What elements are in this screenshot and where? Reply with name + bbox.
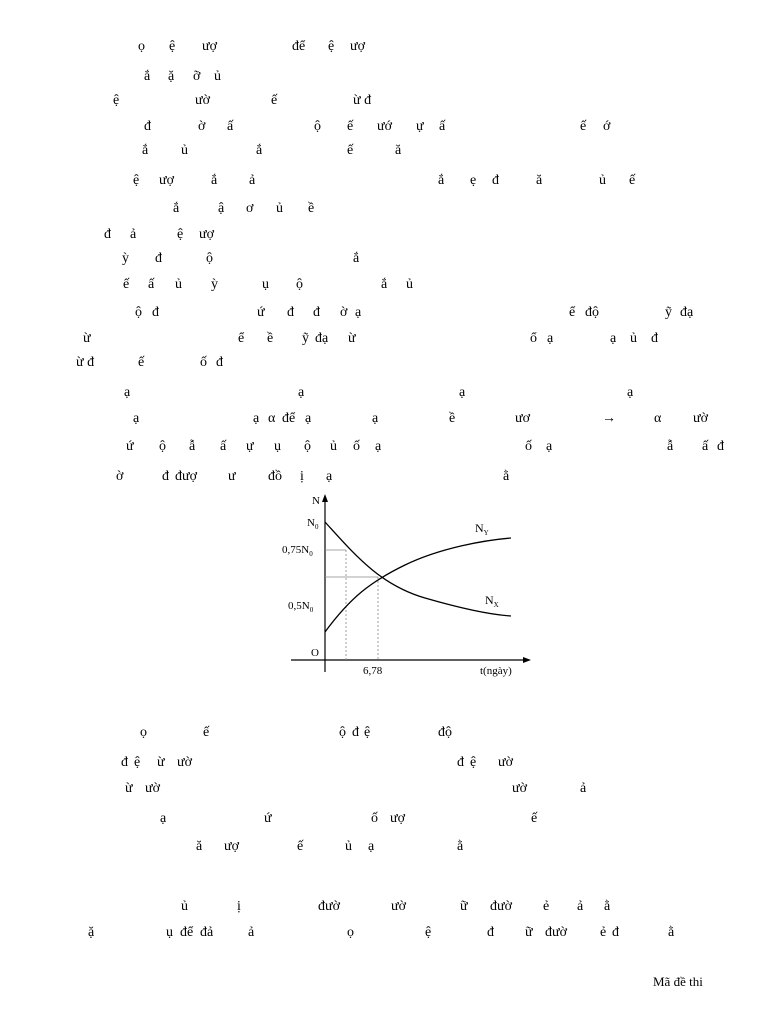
- glyph: ữ: [525, 925, 533, 940]
- glyph: ệ: [134, 755, 141, 770]
- glyph: đ: [352, 725, 359, 740]
- glyph: ạ: [368, 839, 375, 854]
- glyph: ế: [138, 355, 145, 370]
- glyph: ứ: [257, 305, 265, 320]
- glyph: ọ: [347, 925, 354, 940]
- glyph: ữ: [460, 899, 468, 914]
- glyph: ớ: [603, 119, 611, 134]
- glyph: ừ đ: [76, 355, 95, 370]
- glyph: ượ: [224, 839, 239, 854]
- glyph: đườ: [545, 925, 567, 940]
- glyph: đ: [104, 227, 111, 242]
- glyph: đ: [717, 439, 724, 454]
- y-tick-n0: $N_0$: [307, 517, 319, 531]
- glyph: ộ: [135, 305, 142, 320]
- glyph: ă: [196, 839, 203, 854]
- glyph: ấ: [702, 439, 709, 454]
- glyph: ố: [525, 439, 532, 454]
- glyph: ơ: [246, 201, 254, 216]
- glyph: ạ: [326, 469, 333, 484]
- glyph: ể: [569, 305, 576, 320]
- glyph: ổ: [530, 331, 537, 346]
- glyph: ả: [580, 781, 587, 796]
- glyph: ẫ: [189, 439, 196, 454]
- glyph: ủ: [330, 439, 337, 454]
- glyph: ạ: [375, 439, 382, 454]
- glyph: ă: [395, 143, 402, 158]
- text-line: [0, 780, 768, 800]
- glyph: ể: [238, 331, 245, 346]
- glyph: ứ: [264, 811, 272, 826]
- text-line: [0, 304, 768, 324]
- text-line: [0, 68, 768, 88]
- glyph: ỳ: [211, 277, 218, 292]
- glyph: ề: [308, 201, 315, 216]
- text-line: [0, 38, 768, 58]
- glyph: ệ: [113, 93, 120, 108]
- glyph: ắ: [144, 69, 151, 84]
- glyph: ạ: [124, 385, 131, 400]
- text-line: [0, 438, 768, 458]
- glyph: ộ: [206, 251, 213, 266]
- glyph: ắ: [381, 277, 388, 292]
- glyph: ạ: [253, 411, 260, 426]
- glyph: ộ: [339, 725, 346, 740]
- text-line: [0, 330, 768, 350]
- glyph: ạ: [627, 385, 634, 400]
- y-tick-05n0: $0,5N_0$: [288, 600, 314, 614]
- text-line: [0, 810, 768, 830]
- glyph: ậ: [218, 201, 225, 216]
- glyph: ủ: [214, 69, 221, 84]
- text-line: [0, 250, 768, 270]
- glyph: đ: [162, 469, 169, 484]
- text-line: [0, 724, 768, 744]
- glyph: độ: [438, 725, 452, 740]
- glyph: đ: [492, 173, 499, 188]
- glyph: đườ: [490, 899, 512, 914]
- glyph: ờ: [198, 119, 206, 134]
- glyph: ắ: [353, 251, 360, 266]
- glyph: đ: [612, 925, 619, 940]
- glyph: ủ: [181, 899, 188, 914]
- glyph: ặ: [88, 925, 95, 940]
- glyph: đ: [216, 355, 223, 370]
- glyph: ừ đ: [353, 93, 372, 108]
- glyph: ấ: [439, 119, 446, 134]
- glyph: ườ: [145, 781, 160, 796]
- glyph: đ: [155, 251, 162, 266]
- glyph: ỳ: [122, 251, 129, 266]
- text-line: [0, 118, 768, 138]
- glyph: đ: [152, 305, 159, 320]
- glyph: ạ: [133, 411, 140, 426]
- glyph: ỡ: [193, 69, 201, 84]
- glyph: ọ: [138, 39, 145, 54]
- glyph: ằ: [457, 839, 464, 854]
- glyph: ờ: [116, 469, 124, 484]
- glyph: đượ: [175, 469, 197, 484]
- glyph: ờ: [340, 305, 348, 320]
- glyph: đ: [651, 331, 658, 346]
- glyph: đạ: [680, 305, 694, 320]
- glyph: ạ: [298, 385, 305, 400]
- glyph: ụ: [274, 439, 281, 454]
- glyph: ừ: [157, 755, 165, 770]
- glyph: đườ: [318, 899, 340, 914]
- glyph: ằ: [604, 899, 611, 914]
- glyph: ẹ: [470, 173, 477, 188]
- y-axis-label: N: [312, 495, 320, 507]
- glyph: ế: [347, 119, 354, 134]
- glyph: ẻ: [600, 925, 607, 940]
- glyph: ụ: [166, 925, 173, 940]
- text-line: [0, 468, 768, 488]
- glyph: ườ: [177, 755, 192, 770]
- glyph: ạ: [355, 305, 362, 320]
- glyph: ủ: [276, 201, 283, 216]
- glyph: ộ: [314, 119, 321, 134]
- glyph: đ: [121, 755, 128, 770]
- glyph: →: [602, 411, 616, 426]
- glyph: ườ: [512, 781, 527, 796]
- glyph: đả: [200, 925, 214, 940]
- glyph: để: [282, 411, 296, 426]
- glyph: ộ: [159, 439, 166, 454]
- origin-label: O: [311, 647, 319, 659]
- glyph: ặ: [168, 69, 175, 84]
- glyph: ố: [200, 355, 207, 370]
- glyph: ươ: [515, 411, 530, 426]
- glyph: ề: [449, 411, 456, 426]
- glyph: ỹ: [302, 331, 309, 346]
- exam-code-label: Mã đề thi: [653, 974, 703, 989]
- text-line: [0, 276, 768, 296]
- x-axis-label: t(ngày): [480, 665, 512, 677]
- glyph: ượ: [390, 811, 405, 826]
- glyph: ẫ: [667, 439, 674, 454]
- glyph: đ: [144, 119, 151, 134]
- glyph: ố: [353, 439, 360, 454]
- glyph: ấ: [220, 439, 227, 454]
- glyph: ượ: [350, 39, 365, 54]
- glyph: ệ: [169, 39, 176, 54]
- glyph: ị: [237, 899, 241, 914]
- glyph: ườ: [498, 755, 513, 770]
- glyph: ằ: [503, 469, 510, 484]
- glyph: ệ: [364, 725, 371, 740]
- glyph: ấ: [227, 119, 234, 134]
- text-line: [0, 838, 768, 858]
- glyph: ủ: [406, 277, 413, 292]
- text-line: [0, 754, 768, 774]
- text-line: [0, 172, 768, 192]
- glyph: đ: [313, 305, 320, 320]
- y-axis-arrow: [322, 494, 328, 502]
- glyph: ạ: [160, 811, 167, 826]
- glyph: ườ: [195, 93, 210, 108]
- glyph: ế: [271, 93, 278, 108]
- glyph: ư: [228, 469, 236, 484]
- glyph: ẻ: [543, 899, 550, 914]
- text-line: [0, 384, 768, 404]
- glyph: ế: [347, 143, 354, 158]
- glyph: để: [292, 39, 306, 54]
- glyph: ượ: [199, 227, 214, 242]
- glyph: ố: [371, 811, 378, 826]
- glyph: ế: [203, 725, 210, 740]
- decay-graph: [282, 490, 535, 680]
- glyph: ứ: [126, 439, 134, 454]
- glyph: α: [654, 411, 662, 426]
- glyph: ấ: [148, 277, 155, 292]
- text-line: [0, 142, 768, 162]
- glyph: ạ: [610, 331, 617, 346]
- glyph: ủ: [175, 277, 182, 292]
- glyph: ề: [267, 331, 274, 346]
- glyph: ệ: [425, 925, 432, 940]
- glyph: ộ: [304, 439, 311, 454]
- text-line: [0, 92, 768, 112]
- glyph: để: [180, 925, 194, 940]
- glyph: ằ: [668, 925, 675, 940]
- glyph: ắ: [142, 143, 149, 158]
- glyph: ừ: [348, 331, 356, 346]
- glyph: đ: [457, 755, 464, 770]
- glyph: ạ: [547, 331, 554, 346]
- glyph: ế: [531, 811, 538, 826]
- glyph: ượ: [202, 39, 217, 54]
- curve-label-ny: $N_Y$: [475, 521, 489, 537]
- text-line: [0, 924, 768, 944]
- glyph: ủ: [599, 173, 606, 188]
- glyph: ế: [629, 173, 636, 188]
- x-tick-678: 6,78: [363, 665, 383, 677]
- glyph: ủ: [630, 331, 637, 346]
- glyph: độ: [585, 305, 599, 320]
- glyph: đạ: [315, 331, 329, 346]
- curve-label-nx: $N_X$: [485, 593, 499, 609]
- glyph: ả: [577, 899, 584, 914]
- glyph: ả: [248, 925, 255, 940]
- glyph: ế: [297, 839, 304, 854]
- glyph: ă: [536, 173, 543, 188]
- glyph: ắ: [256, 143, 263, 158]
- glyph: ừ: [83, 331, 91, 346]
- glyph: ệ: [177, 227, 184, 242]
- glyph: ệ: [470, 755, 477, 770]
- text-line: [0, 410, 768, 430]
- glyph: ạ: [372, 411, 379, 426]
- text-line: [0, 226, 768, 246]
- glyph: ọ: [140, 725, 147, 740]
- glyph: ạ: [459, 385, 466, 400]
- glyph: ườ: [391, 899, 406, 914]
- glyph: ế: [123, 277, 130, 292]
- glyph: ủ: [181, 143, 188, 158]
- glyph: ắ: [211, 173, 218, 188]
- glyph: ự: [246, 439, 254, 454]
- glyph: ệ: [133, 173, 140, 188]
- glyph: ạ: [305, 411, 312, 426]
- glyph: ủ: [345, 839, 352, 854]
- glyph: ộ: [296, 277, 303, 292]
- glyph: ỹ: [665, 305, 672, 320]
- glyph: ế: [580, 119, 587, 134]
- glyph: ắ: [173, 201, 180, 216]
- glyph: đ: [287, 305, 294, 320]
- glyph: ướ: [377, 119, 392, 134]
- glyph: ạ: [546, 439, 553, 454]
- glyph: ự: [416, 119, 424, 134]
- text-line: [0, 898, 768, 918]
- text-line: [0, 200, 768, 220]
- glyph: ụ: [262, 277, 269, 292]
- x-axis-arrow: [523, 657, 531, 663]
- y-tick-075n0: $0,75N_0$: [282, 544, 313, 558]
- glyph: đ: [487, 925, 494, 940]
- glyph: đồ: [268, 469, 282, 484]
- glyph: ườ: [693, 411, 708, 426]
- glyph: α: [268, 411, 276, 426]
- glyph: ả: [130, 227, 137, 242]
- glyph: ắ: [438, 173, 445, 188]
- text-line: [0, 354, 768, 374]
- glyph: ệ: [328, 39, 335, 54]
- glyph: ượ: [159, 173, 174, 188]
- glyph: ả: [249, 173, 256, 188]
- glyph: ị: [300, 469, 304, 484]
- glyph: ừ: [125, 781, 133, 796]
